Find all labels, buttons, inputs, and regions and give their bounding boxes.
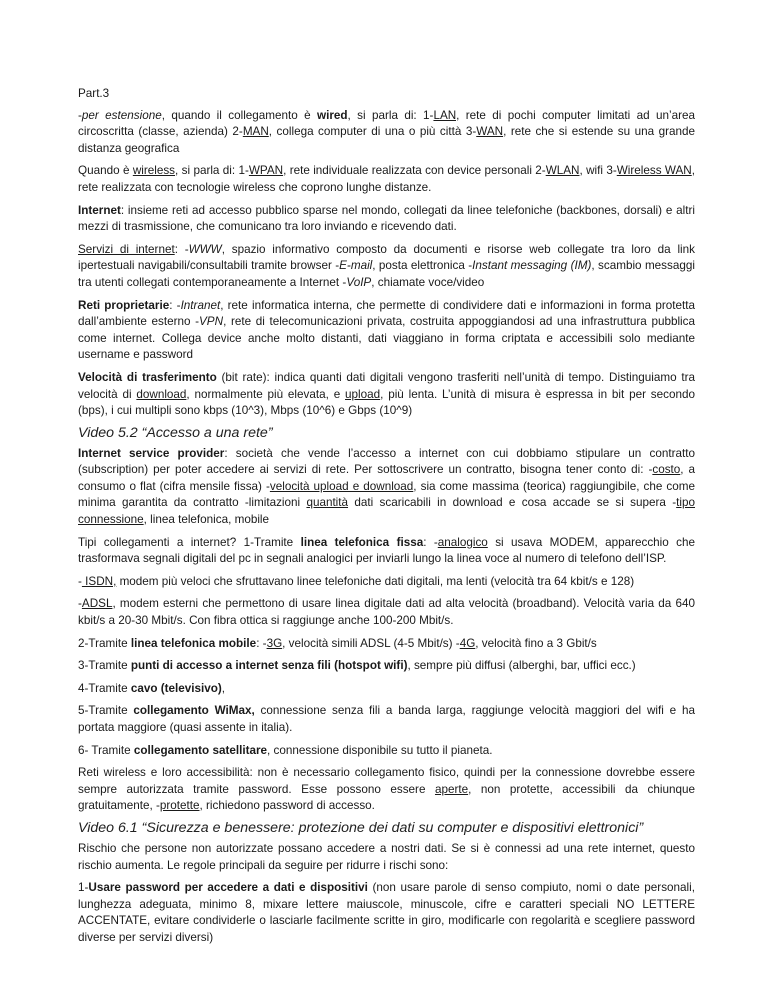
- paragraph-satellite: 6- Tramite collegamento satellitare, connessione disponibile su tutto il pianeta.: [78, 743, 493, 757]
- paragraph-wimax: 5-Tramite collegamento WiMax, connessione senza fili a banda larga, raggiunge velocità maggiori del wifi e ha portata maggiore (quasi assente in italia).: [78, 704, 695, 734]
- paragraph-internet: Internet: insieme reti ad accesso pubblico sparse nel mondo, collegati da linee telefoniche (backbones, dorsali) e altri mezzi di trasmissione, che comunicano tra loro inviando e ricevendo dati.: [78, 203, 695, 234]
- paragraph-passwords: 1-Usare password per accedere a dati e dispositivi (non usare parole di senso compiuto, nomi o date personali, lunghezza adeguata, minimo 8, mixare lettere maiuscole, minuscole, cifre e caratteri speciali NO LETTERE ACCENTATE, evitare condividerle o lasciarle facilmente scritte in giro, modificarle con regolarità e scegliere password diverse per servizi diversi): [78, 881, 695, 944]
- paragraph-risk: Rischio che persone non autorizzate possano accedere a nostri dati. Se si è connessi ad una rete internet, questo rischio aumenta. Le regole principali da seguire per ridurre i rischi sono:: [78, 841, 695, 872]
- paragraph-cable: 4-Tramite cavo (televisivo),: [78, 681, 226, 695]
- paragraph-internet-services: Servizi di internet: -WWW, spazio informativo composto da documenti e risorse web collegate tra loro da link ipertestuali navigabili/consultabili tramite browser -E-mail, posta elettronica -Instant messaging (IM), scambio messaggi tra utenti collegati contemporaneamente a Internet -VoIP, chiamate voce/video: [78, 242, 695, 289]
- paragraph-isp: Internet service provider: società che vende l’accesso a internet con cui dobbiamo stipulare un contratto (subscription) per poter accedere ai servizi di rete. Per sottoscrivere un contratto, bisogna tener conto di: -costo, a consumo o flat (cifra mensile fissa) -velocità upload e download, sia come massima (teorica) raggiungibile, che come minima garantita da contratto -limitazioni quantità dati scaricabili in download e cosa accade se si supera -tipo connessione, linea telefonica, mobile: [78, 446, 696, 527]
- section-heading-security: Video 6.1 “Sicurezza e benessere: protezione dei dati su computer e dispositivi elettronici”: [78, 819, 644, 836]
- section-heading-access: Video 5.2 “Accesso a una rete”: [78, 424, 273, 441]
- paragraph-mobile: 2-Tramite linea telefonica mobile: -3G, velocità simili ADSL (4-5 Mbit/s) -4G, velocità fino a 3 Gbit/s: [78, 636, 597, 650]
- paragraph-adsl: -ADSL, modem esterni che permettono di usare linea digitale dati ad alta velocità (broadband). Velocità varia da 640 kbit/s a 20-30 Mbit/s. Con fibra ottica si raggiunge anche 100-200 Mbit/s.: [78, 597, 695, 628]
- part-label: Part.3: [78, 87, 110, 100]
- paragraph-isdn: - ISDN, modem più veloci che sfruttavano linee telefoniche dati digitali, ma lenti (velocità tra 64 kbit/s e 128): [78, 574, 635, 588]
- paragraph-wireless-access: Reti wireless e loro accessibilità: non è necessario collegamento fisico, quindi per la connessione dovrebbe essere sempre autorizzata tramite password. Esse possono essere aperte, non protette, accessibili da chiunque gratuitamente, -protette, richiedono password di accesso.: [78, 766, 695, 813]
- paragraph-private-networks: Reti proprietarie: -Intranet, rete informatica interna, che permette di condividere dati e informazioni in forma protetta dall’ambiente esterno -VPN, rete di telecomunicazioni privata, costruita appoggiandosi ad una infrastruttura pubblica come internet. Collega device anche molto distanti, dati viaggiano in forma criptata e accessibili solo mediante username e password: [78, 298, 695, 362]
- paragraph-wired-networks: -per estensione, quando il collegamento è wired, si parla di: 1-LAN, rete di pochi computer limitati ad un’area circoscritta (classe, azienda) 2-MAN, collega computer di una o più città 3-WAN, rete che si estende su una grande distanza geografica: [78, 108, 696, 155]
- paragraph-transfer-speed: Velocità di trasferimento (bit rate): indica quanti dati digitali vengono trasferiti nell’unità di tempo. Distinguiamo tra velocità di download, normalmente più elevata, e upload, più lenta. L’unità di misura è espressa in bit per secondo (bps), i cui multipli sono kbps (10^3), Mbps (10^6) e Gbps (10^9): [78, 370, 695, 418]
- paragraph-wireless-networks: Quando è wireless, si parla di: 1-WPAN, rete individuale realizzata con device personali 2-WLAN, wifi 3-Wireless WAN, rete realizzata con tecnologie wireless che coprono lunghe distanze.: [78, 164, 695, 194]
- paragraph-connection-types: Tipi collegamenti a internet? 1-Tramite linea telefonica fissa: -analogico si usava MODEM, apparecchio che trasformava segnali digitali del pc in segnali analogici per inviarli lungo la linea voce al numero di telefono dell’ISP.: [78, 535, 696, 566]
- paragraph-hotspot: 3-Tramite punti di accesso a internet senza fili (hotspot wifi), sempre più diffusi (alberghi, bar, uffici ecc.): [78, 659, 636, 673]
- document-body: [78, 86, 695, 953]
